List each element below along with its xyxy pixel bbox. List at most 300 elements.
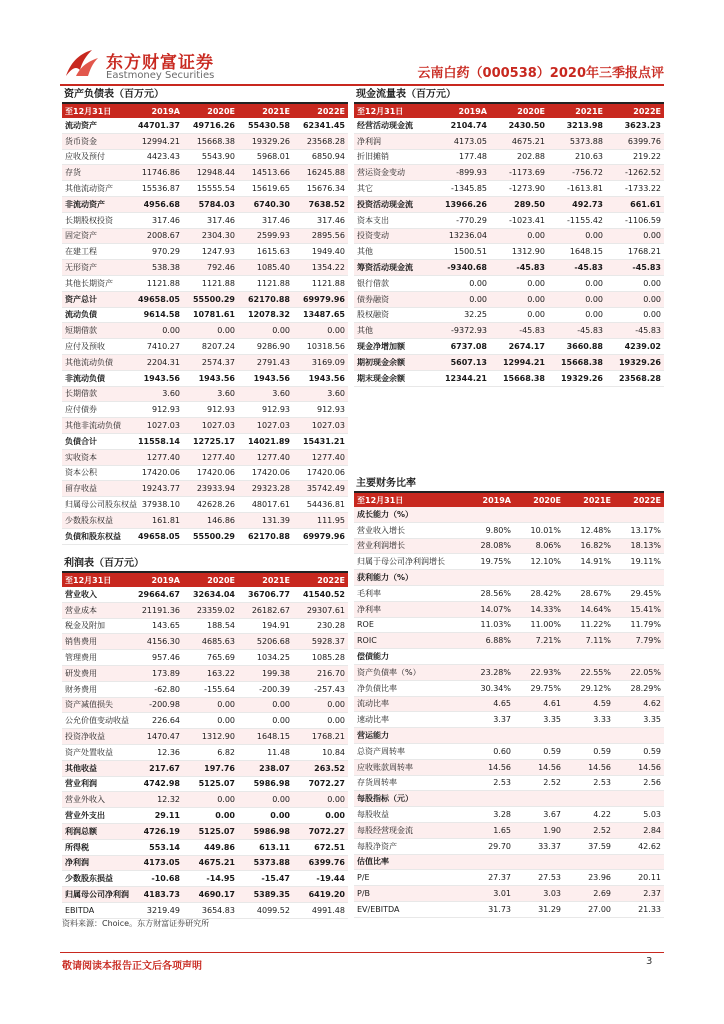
row-label: 净利率	[354, 601, 464, 617]
cell-value: 0.00	[432, 291, 490, 307]
row-label: 少数股东损益	[62, 871, 128, 887]
cell-value: 792.46	[183, 260, 238, 276]
cell-value: 14021.89	[238, 433, 293, 449]
cell-value: 0.00	[490, 291, 548, 307]
cell-value: 5389.35	[238, 887, 293, 903]
cell-value	[564, 649, 614, 665]
table-row	[62, 587, 348, 602]
cell-value: 28.42%	[514, 585, 564, 601]
cell-value: 0.59	[614, 743, 664, 759]
table-row	[354, 554, 664, 570]
cell-value: 0.00	[490, 307, 548, 323]
table-row	[62, 497, 348, 513]
cell-value: 2.84	[614, 822, 664, 838]
column-header: 2022E	[606, 104, 664, 118]
cell-value: 4675.21	[490, 133, 548, 149]
cell-value: 2430.50	[490, 118, 548, 133]
table-row	[354, 275, 664, 291]
cell-value: 41540.52	[293, 587, 348, 602]
cell-value: 35742.49	[293, 481, 348, 497]
table-row	[62, 370, 348, 386]
cell-value: 15536.87	[128, 181, 183, 197]
cell-value: 55500.29	[183, 528, 238, 544]
table-row	[62, 744, 348, 760]
cell-value: 0.00	[293, 323, 348, 339]
cell-value: 912.93	[293, 402, 348, 418]
cell-value: 28.29%	[614, 680, 664, 696]
row-label: 营业利润增长	[354, 538, 464, 554]
cash-flow-title: 现金流量表（百万元）	[354, 88, 664, 104]
cell-value: 4742.98	[128, 776, 183, 792]
row-label: 投资活动现金流	[354, 196, 432, 212]
cell-value	[464, 570, 514, 586]
cell-value: 6.82	[183, 744, 238, 760]
table-row	[354, 585, 664, 601]
cell-value: 5.03	[614, 807, 664, 823]
cell-value: 10.84	[293, 744, 348, 760]
cell-value: 7072.27	[293, 776, 348, 792]
row-label: 其他流动资产	[62, 181, 128, 197]
cell-value	[564, 507, 614, 522]
cell-value	[464, 649, 514, 665]
cell-value: -756.72	[548, 165, 606, 181]
cell-value	[614, 728, 664, 744]
table-row	[62, 512, 348, 528]
cell-value: 31.29	[514, 901, 564, 917]
cell-value: 7410.27	[128, 339, 183, 355]
cell-value: 3169.09	[293, 354, 348, 370]
cell-value: 1768.21	[606, 244, 664, 260]
cell-value: 0.59	[514, 743, 564, 759]
table-row	[354, 133, 664, 149]
table-row	[354, 680, 664, 696]
cell-value	[614, 854, 664, 870]
column-header: 至12月31日	[354, 493, 464, 507]
cell-value: 8207.24	[183, 339, 238, 355]
cell-value: 49658.05	[128, 528, 183, 544]
cell-value: 957.46	[128, 650, 183, 666]
cell-value: 5125.07	[183, 776, 238, 792]
cell-value: 3.03	[514, 886, 564, 902]
cell-value: 2.53	[464, 775, 514, 791]
cell-value: 317.46	[128, 212, 183, 228]
cell-value: 4.65	[464, 696, 514, 712]
cell-value	[464, 728, 514, 744]
row-label: 净负债比率	[354, 680, 464, 696]
column-header: 2022E	[293, 573, 348, 587]
table-row	[354, 696, 664, 712]
cell-value	[564, 728, 614, 744]
cell-value: 5543.90	[183, 149, 238, 165]
table-row	[354, 838, 664, 854]
cell-value: 32.25	[432, 307, 490, 323]
table-row	[354, 649, 664, 665]
table-row	[354, 165, 664, 181]
row-label: 每股收益	[354, 807, 464, 823]
cell-value	[514, 728, 564, 744]
cell-value: 69979.96	[293, 291, 348, 307]
cell-value: 11.22%	[564, 617, 614, 633]
cell-value	[614, 791, 664, 807]
cell-value: 5373.88	[238, 855, 293, 871]
table-row	[62, 697, 348, 713]
cell-value: 18.13%	[614, 538, 664, 554]
cell-value: 10318.56	[293, 339, 348, 355]
cell-value: 19329.26	[548, 370, 606, 386]
cell-value: 1027.03	[293, 418, 348, 434]
cell-value: 317.46	[293, 212, 348, 228]
income-statement-title: 利润表（百万元）	[62, 557, 348, 573]
cell-value: 0.00	[548, 275, 606, 291]
cell-value: 2599.93	[238, 228, 293, 244]
cell-value: 12.36	[128, 744, 183, 760]
cell-value: 289.50	[490, 196, 548, 212]
cell-value: 29.75%	[514, 680, 564, 696]
row-label: 归属母公司净利润	[62, 887, 128, 903]
cell-value: -770.29	[432, 212, 490, 228]
row-label: 资本公积	[62, 465, 128, 481]
cell-value: 1943.56	[183, 370, 238, 386]
cell-value: 4.62	[614, 696, 664, 712]
row-label: 税金及附加	[62, 618, 128, 634]
cell-value: 9.80%	[464, 522, 514, 538]
cell-value: 4156.30	[128, 634, 183, 650]
cell-value: 3623.23	[606, 118, 664, 133]
balance-sheet-section	[62, 88, 348, 545]
cell-value: 2674.17	[490, 339, 548, 355]
row-label: P/E	[354, 870, 464, 886]
cell-value: 2791.43	[238, 354, 293, 370]
cell-value: -1273.90	[490, 181, 548, 197]
table-row	[62, 228, 348, 244]
row-label: 银行借款	[354, 275, 432, 291]
cell-value: 0.00	[293, 808, 348, 824]
cell-value: 199.38	[238, 665, 293, 681]
cell-value: 28.67%	[564, 585, 614, 601]
cell-value: 29.70	[464, 838, 514, 854]
row-label: 非流动资产	[62, 196, 128, 212]
cell-value: 2.37	[614, 886, 664, 902]
cell-value: 3.67	[514, 807, 564, 823]
cell-value: 29307.61	[293, 602, 348, 618]
cell-value: 6737.08	[432, 339, 490, 355]
row-label: 货币资金	[62, 133, 128, 149]
cell-value: 0.00	[548, 291, 606, 307]
row-label: 销售费用	[62, 634, 128, 650]
cell-value: 13966.26	[432, 196, 490, 212]
cell-value: -9340.68	[432, 260, 490, 276]
cell-value: -15.47	[238, 871, 293, 887]
cell-value: 19.11%	[614, 554, 664, 570]
row-label: EV/EBITDA	[354, 901, 464, 917]
table-row	[62, 760, 348, 776]
cell-value	[614, 649, 664, 665]
cell-value: 912.93	[183, 402, 238, 418]
row-label: 获利能力（%）	[354, 570, 464, 586]
row-label: 每股经营现金流	[354, 822, 464, 838]
cell-value	[514, 507, 564, 522]
cell-value: -1106.59	[606, 212, 664, 228]
cell-value: 0.00	[548, 228, 606, 244]
cell-value: 1648.15	[238, 729, 293, 745]
row-label: 营业成本	[62, 602, 128, 618]
cell-value: 912.93	[238, 402, 293, 418]
cell-value: 15668.38	[548, 354, 606, 370]
cell-value: 3.33	[564, 712, 614, 728]
cell-value: 28.56%	[464, 585, 514, 601]
table-row	[354, 307, 664, 323]
cell-value: 7.21%	[514, 633, 564, 649]
cell-value: 2104.74	[432, 118, 490, 133]
cell-value: 0.59	[564, 743, 614, 759]
cell-value: 3.60	[128, 386, 183, 402]
cell-value: 0.00	[293, 713, 348, 729]
table-row	[62, 481, 348, 497]
table-row	[62, 212, 348, 228]
cell-value: 3.28	[464, 807, 514, 823]
cell-value: 4685.63	[183, 634, 238, 650]
row-label: 负债合计	[62, 433, 128, 449]
row-label: 在建工程	[62, 244, 128, 260]
column-header: 2019A	[464, 493, 514, 507]
table-row	[62, 887, 348, 903]
cell-value: 5968.01	[238, 149, 293, 165]
cell-value: 44701.37	[128, 118, 183, 133]
cell-value: 22.93%	[514, 664, 564, 680]
column-header: 2021E	[238, 104, 293, 118]
cell-value: 4690.17	[183, 887, 238, 903]
table-row	[354, 323, 664, 339]
page-header	[0, 0, 724, 84]
row-label: 筹资活动现金流	[354, 260, 432, 276]
row-label: 折旧摊销	[354, 149, 432, 165]
cell-value: 1277.40	[238, 449, 293, 465]
cell-value: -155.64	[183, 681, 238, 697]
cell-value: 12948.44	[183, 165, 238, 181]
financial-ratios-title: 主要财务比率	[354, 477, 664, 493]
row-label: 应付及预收	[62, 339, 128, 355]
cell-value: -1023.41	[490, 212, 548, 228]
cell-value: 6419.20	[293, 887, 348, 903]
row-label: 其他	[354, 323, 432, 339]
cell-value	[614, 570, 664, 586]
cell-value: 9286.90	[238, 339, 293, 355]
cell-value: 15.41%	[614, 601, 664, 617]
table-row	[354, 339, 664, 355]
row-label: 股权融资	[354, 307, 432, 323]
cell-value: -9372.93	[432, 323, 490, 339]
cell-value	[564, 791, 614, 807]
cell-value: 13487.65	[293, 307, 348, 323]
cell-value: 449.86	[183, 839, 238, 855]
cash-flow-section	[354, 88, 664, 387]
cell-value: 19329.26	[238, 133, 293, 149]
table-row	[354, 118, 664, 133]
column-header: 至12月31日	[354, 104, 432, 118]
row-label: 其他	[354, 244, 432, 260]
row-label: 期初现金余额	[354, 354, 432, 370]
column-header: 2019A	[128, 573, 183, 587]
cell-value: 9614.58	[128, 307, 183, 323]
cell-value: 14.56	[514, 759, 564, 775]
row-label: 投资变动	[354, 228, 432, 244]
cell-value: 5373.88	[548, 133, 606, 149]
cell-value: -19.44	[293, 871, 348, 887]
cell-value: 15668.38	[183, 133, 238, 149]
cell-value: 1121.88	[238, 275, 293, 291]
cell-value: 0.00	[238, 792, 293, 808]
column-header: 2019A	[128, 104, 183, 118]
row-label: 资产处置收益	[62, 744, 128, 760]
cell-value: 12.10%	[514, 554, 564, 570]
cell-value: 2895.56	[293, 228, 348, 244]
cell-value: 131.39	[238, 512, 293, 528]
cell-value: 5206.68	[238, 634, 293, 650]
cell-value: 210.63	[548, 149, 606, 165]
cell-value: 29.45%	[614, 585, 664, 601]
row-label: 其他长期资产	[62, 275, 128, 291]
cell-value: 15431.21	[293, 433, 348, 449]
cell-value: 12078.32	[238, 307, 293, 323]
column-header: 至12月31日	[62, 573, 128, 587]
cell-value: 19.75%	[464, 554, 514, 570]
cell-value: -45.83	[606, 260, 664, 276]
cell-value: 3.35	[514, 712, 564, 728]
table-row	[62, 291, 348, 307]
cell-value: 19243.77	[128, 481, 183, 497]
source-note: 资料来源：Choice。东方财富证券研究所	[62, 919, 210, 928]
row-label: 估值比率	[354, 854, 464, 870]
cell-value: 21.33	[614, 901, 664, 917]
row-label: 长期借款	[62, 386, 128, 402]
cell-value: 23.96	[564, 870, 614, 886]
brand-name-cn: 东方财富证券	[106, 53, 214, 73]
row-label: 实收资本	[62, 449, 128, 465]
row-label: 留存收益	[62, 481, 128, 497]
cell-value: 49658.05	[128, 291, 183, 307]
table-row	[62, 149, 348, 165]
cell-value: 5928.37	[293, 634, 348, 650]
cell-value: 0.00	[548, 307, 606, 323]
cell-value: 31.73	[464, 901, 514, 917]
cell-value: 0.00	[606, 228, 664, 244]
cell-value: 14.07%	[464, 601, 514, 617]
table-row	[354, 759, 664, 775]
table-row	[354, 664, 664, 680]
cell-value: 0.00	[183, 792, 238, 808]
table-row	[62, 855, 348, 871]
cell-value: 2.52	[564, 822, 614, 838]
cell-value: 36706.77	[238, 587, 293, 602]
cell-value: 1615.63	[238, 244, 293, 260]
cell-value: 12.32	[128, 792, 183, 808]
cell-value: 22.05%	[614, 664, 664, 680]
cell-value: 6.88%	[464, 633, 514, 649]
cell-value: 5986.98	[238, 776, 293, 792]
financial-ratios-section	[354, 477, 664, 918]
cell-value: 4099.52	[238, 902, 293, 918]
cell-value: 1.65	[464, 822, 514, 838]
cell-value	[464, 507, 514, 522]
cell-value: 0.00	[238, 808, 293, 824]
cell-value: 2008.67	[128, 228, 183, 244]
cell-value: 1943.56	[238, 370, 293, 386]
row-label: 其他流动负债	[62, 354, 128, 370]
income-statement-section	[62, 557, 348, 919]
cell-value: -1733.22	[606, 181, 664, 197]
cell-value: 3.01	[464, 886, 514, 902]
cell-value: 2.53	[564, 775, 614, 791]
cell-value: 11558.14	[128, 433, 183, 449]
table-row	[62, 776, 348, 792]
table-row	[354, 617, 664, 633]
row-label: 速动比率	[354, 712, 464, 728]
cell-value	[514, 854, 564, 870]
table-row	[354, 538, 664, 554]
cell-value: 14.56	[464, 759, 514, 775]
row-label: 无形资产	[62, 260, 128, 276]
column-header: 2020E	[183, 104, 238, 118]
cell-value: 12.48%	[564, 522, 614, 538]
cell-value	[464, 854, 514, 870]
table-row	[62, 165, 348, 181]
row-label: 营业外支出	[62, 808, 128, 824]
column-header: 2021E	[238, 573, 293, 587]
cell-value: 5784.03	[183, 196, 238, 212]
cell-value: -1262.52	[606, 165, 664, 181]
cell-value: 1354.22	[293, 260, 348, 276]
cell-value: 23568.28	[293, 133, 348, 149]
row-label: 其它	[354, 181, 432, 197]
row-label: 归属母公司股东权益	[62, 497, 128, 513]
cell-value: 7.79%	[614, 633, 664, 649]
table-row	[354, 743, 664, 759]
cell-value: 661.61	[606, 196, 664, 212]
row-label: 总资产周转率	[354, 743, 464, 759]
cell-value: 15676.34	[293, 181, 348, 197]
row-label: 投资净收益	[62, 729, 128, 745]
row-label: 管理费用	[62, 650, 128, 666]
column-header: 2022E	[293, 104, 348, 118]
row-label: 存货周转率	[354, 775, 464, 791]
row-label: 资本支出	[354, 212, 432, 228]
cell-value: 15668.38	[490, 370, 548, 386]
cell-value: 1949.40	[293, 244, 348, 260]
cell-value: 11.00%	[514, 617, 564, 633]
cell-value: 11.79%	[614, 617, 664, 633]
cell-value: 5607.13	[432, 354, 490, 370]
cell-value: 4183.73	[128, 887, 183, 903]
cell-value: 1027.03	[183, 418, 238, 434]
cell-value: 1027.03	[128, 418, 183, 434]
column-header: 至12月31日	[62, 104, 128, 118]
row-label: 营业收入增长	[354, 522, 464, 538]
cell-value: 21191.36	[128, 602, 183, 618]
cell-value	[514, 570, 564, 586]
cell-value: 16245.88	[293, 165, 348, 181]
row-label: 营业收入	[62, 587, 128, 602]
cell-value: 0.00	[606, 307, 664, 323]
cell-value: 1034.25	[238, 650, 293, 666]
cash-flow-table	[354, 104, 664, 387]
row-label: 成长能力（%）	[354, 507, 464, 522]
cell-value: 6399.76	[606, 133, 664, 149]
footer-divider	[60, 952, 664, 953]
cell-value: 2574.37	[183, 354, 238, 370]
cell-value: 2.52	[514, 775, 564, 791]
table-row	[354, 712, 664, 728]
cell-value: 3.35	[614, 712, 664, 728]
